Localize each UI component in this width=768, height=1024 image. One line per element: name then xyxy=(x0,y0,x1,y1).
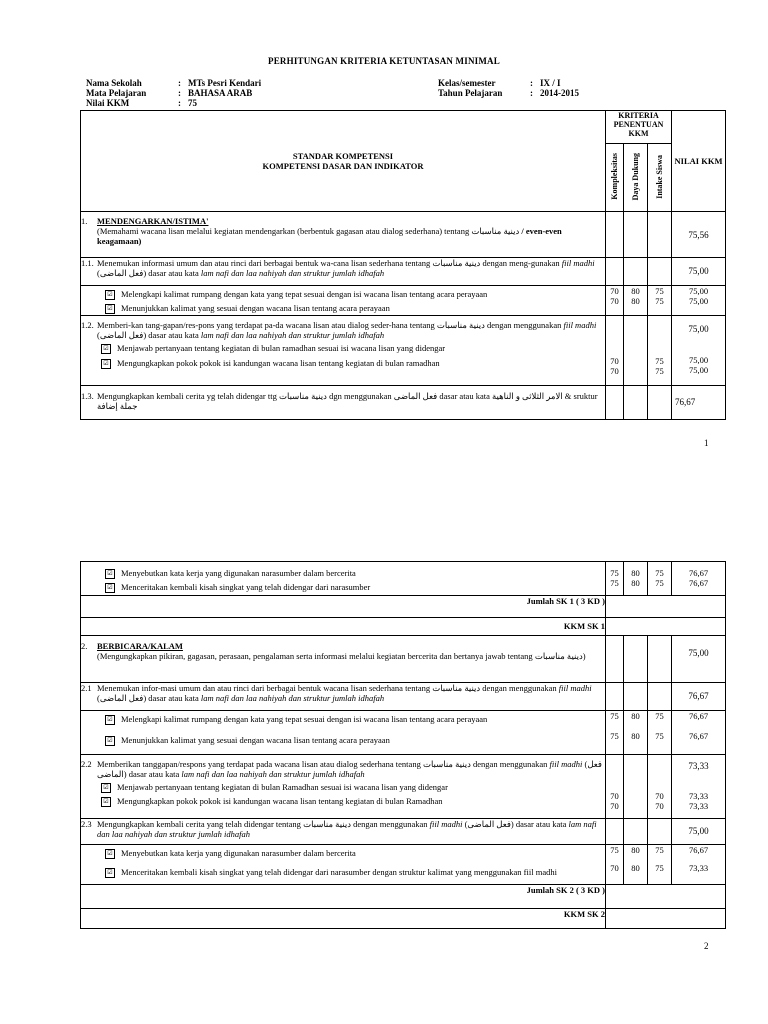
table-row-kd21: 2.1 Menemukan infor-masi umum dan atau rinci dari berbagai bentuk wacana lisan sederhana tentang دينية مناسبات dengan menggunakan fiil madhi (فعل الماضى) dasar atau kata lam nafi dan laa nahiyah dan struktur jumlah idhafah 76,67 xyxy=(81,683,726,711)
header-sk xyxy=(81,111,606,212)
table-row-sk2: 2. BERBICARA/KALAM (Mengungkapkan pikiran, gagasan, perasaan, pengalaman serta informasi melalui kegiatan bercerita dan bertanya jawab tentang دينية مناسبات) 75,00 xyxy=(81,636,726,683)
checkbox-icon: ☑ xyxy=(105,868,115,878)
page-title: PERHITUNGAN KRITERIA KETUNTASAN MINIMAL xyxy=(268,56,500,66)
table-row-kd12: 1.2. Memberi-kan tang-gapan/res-pons yang terdapat pa-da wacana lisan atau dialog seder-hana tentang دينية مناسبات dengan menggunakan fiil madhi (فعل الماضى) dasar atau kata lam nafi dan laa nahiyah dan struktur jumlah idhafah ☑ Menjawab pertanyaan tentang kegiatan di bulan ramadhan sesuai isi wacana lisan yang didengar ☑ Mengungkapkan pokok pokok isi kandungan wacana lisan tentang kegiatan di bulan ramadhan 70 70 75 75 75,00 75,00 75,00 xyxy=(81,316,726,386)
sk1-title: MENDENGARKAN/ISTIMA' xyxy=(97,216,209,226)
mapel-value: BAHASA ARAB xyxy=(188,88,253,98)
header-kd-title: KOMPETENSI DASAR DAN INDIKATOR xyxy=(262,161,424,171)
checkbox-icon: ☑ xyxy=(105,736,115,746)
sk1-desc-ar: دينية مناسبات xyxy=(471,226,520,236)
kd12-nilai: 75,00 xyxy=(688,324,709,334)
table-row-sk1 xyxy=(81,212,726,258)
tahun-label: Tahun Pelajaran xyxy=(438,88,503,98)
table-row-jumlah1: Jumlah SK 1 ( 3 KD ) xyxy=(81,596,726,618)
kelas-label: Kelas/semester xyxy=(438,78,496,88)
checkbox-icon: ☑ xyxy=(105,569,115,579)
kkm-label: Nilai KKM xyxy=(86,98,130,108)
table-row-kd11: 1.1. Menemukan informasi umum dan atau rinci dari berbagai bentuk wa-cana lisan sederhana tentang دينية مناسبات dengan meng-gunakan fiil madhi (فعل الماضى) dasar atau kata lam nafi dan laa nahiyah dan struktur jumlah idhafah 75,00 xyxy=(81,258,726,286)
tahun-value: 2014-2015 xyxy=(540,88,579,98)
kd11-nilai: 75,00 xyxy=(672,258,726,286)
kd13-nilai: 76,67 xyxy=(672,386,726,420)
sk1-nilai: 75,56 xyxy=(672,212,726,258)
kd21-nilai: 76,67 xyxy=(672,683,726,711)
sk1-desc-b: / even-even keagamaan) xyxy=(97,226,562,246)
checkbox-icon: ☑ xyxy=(101,359,111,369)
kkm-table-page1 xyxy=(80,110,726,420)
table-row-kd22: 2.2 Memberikan tanggapan/respons yang terdapat pada wacana lisan atau dialog sederhana tentang دينية مناسبات dengan menggunakan fiil madhi (فعل الماضى) dasar atau kata lam nafi dan laa nahiyah dan struktur jumlah idhafah ☑ Menjawab pertanyaan tentang kegiatan di bulan Ramadhan sesuai isi wacana lisan yang didengar ☑ Mengungkapkan pokok pokok isi kandungan wacana lisan tentang kegiatan di bulan Ramadhan 70 70 70 70 73,33 73,33 73,33 xyxy=(81,755,726,819)
sk1-num: 1. xyxy=(81,216,88,226)
kd23-nilai: 75,00 xyxy=(672,819,726,845)
checkbox-icon: ☑ xyxy=(101,797,111,807)
kkm-value: 75 xyxy=(188,98,197,108)
table-row-kkm2: KKM SK 2 xyxy=(81,909,726,929)
header-intake: Intake Siswa xyxy=(648,144,672,212)
kd22-nilai: 73,33 xyxy=(688,761,709,771)
table-row-kd23-ind: ☑ Menyebutkan kata kerja yang digunakan narasumber dalam bercerita ☑ Menceritakan kembali kisah singkat yang telah didengar dari narasumber dengan struktur kalimat yang menggunakan fiil madhi 75 70 80 80 75 75 76,67 73,33 xyxy=(81,845,726,885)
info-right: Kelas/semester : IX / I Tahun Pelajaran : 2014-2015 xyxy=(438,78,579,98)
checkbox-icon: ☑ xyxy=(105,290,115,300)
sekolah-value: MTs Pesri Kendari xyxy=(188,78,262,88)
page-number-1: 1 xyxy=(704,438,709,448)
sekolah-label: Nama Sekolah xyxy=(86,78,142,88)
info-left: Nama Sekolah : MTs Pesri Kendari Mata Pelajaran : BAHASA ARAB Nilai KKM : 75 xyxy=(86,78,262,108)
header-daya: Daya Dukung xyxy=(624,144,648,212)
kkm-table-page2 xyxy=(80,561,726,929)
checkbox-icon: ☑ xyxy=(105,304,115,314)
checkbox-icon: ☑ xyxy=(101,344,111,354)
table-row-kkm1: KKM SK 1 xyxy=(81,618,726,636)
checkbox-icon: ☑ xyxy=(105,849,115,859)
table-row-kd11-ind: ☑ Melengkapi kalimat rumpang dengan kata yang tepat sesuai dengan isi wacana lisan tentang acara perayaan ☑ Menunjukkan kalimat yang sesuai dengan wacana lisan tentang acara perayaan 70 70 80 80 75 75 75,00 75,00 xyxy=(81,286,726,316)
header-sk-title: STANDAR KOMPETENSI xyxy=(292,151,394,161)
header-kriteria: KRITERIA PENENTUAN KKM xyxy=(606,111,672,144)
sk1-desc: (Memahami wacana lisan melalui kegiatan mendengarkan (berbentuk gagasan atau dialog sederhana) tentang xyxy=(97,226,470,236)
checkbox-icon: ☑ xyxy=(105,715,115,725)
table-row-kd21-ind: ☑ Melengkapi kalimat rumpang dengan kata yang tepat sesuai dengan isi wacana lisan tentang acara perayaan ☑ Menunjukkan kalimat yang sesuai dengan wacana lisan tentang acara perayaan 75 75 80 80 75 75 76,67 76,67 xyxy=(81,711,726,755)
checkbox-icon: ☑ xyxy=(105,583,115,593)
kelas-value: IX / I xyxy=(540,78,561,88)
table-row-jumlah2: Jumlah SK 2 ( 3 KD ) xyxy=(81,885,726,909)
header-nilai: NILAI KKM xyxy=(672,111,726,212)
sk2-nilai: 75,00 xyxy=(672,636,726,683)
page-number-2: 2 xyxy=(704,941,709,951)
header-komp: Kompleksitas xyxy=(606,144,624,212)
table-row-kd23: 2.3 Mengungkapkan kembali cerita yang telah didengar tentang دينية مناسبات dengan menggunakan fiil madhi (فعل الماضى) dasar atau kata lam nafi dan laa nahiyah dan struktur jumlah idhafah 75,00 xyxy=(81,819,726,845)
mapel-label: Mata Pelajaran xyxy=(86,88,147,98)
table-row-kd13-ind: ☑ Menyebutkan kata kerja yang digunakan narasumber dalam bercerita ☑ Menceritakan kembali kisah singkat yang telah didengar dari narasumber 75 75 80 80 75 75 76,67 76,67 xyxy=(81,562,726,596)
checkbox-icon: ☑ xyxy=(101,783,111,793)
table-row-kd13: 1.3. Mengungkapkan kembali cerita yg telah didengar ttg دينية مناسبات dgn menggunakan فعل الماضى dasar atau kata الامر الثلاثى و الناهية & sruktur جملة إضافة 76,67 xyxy=(81,386,726,420)
